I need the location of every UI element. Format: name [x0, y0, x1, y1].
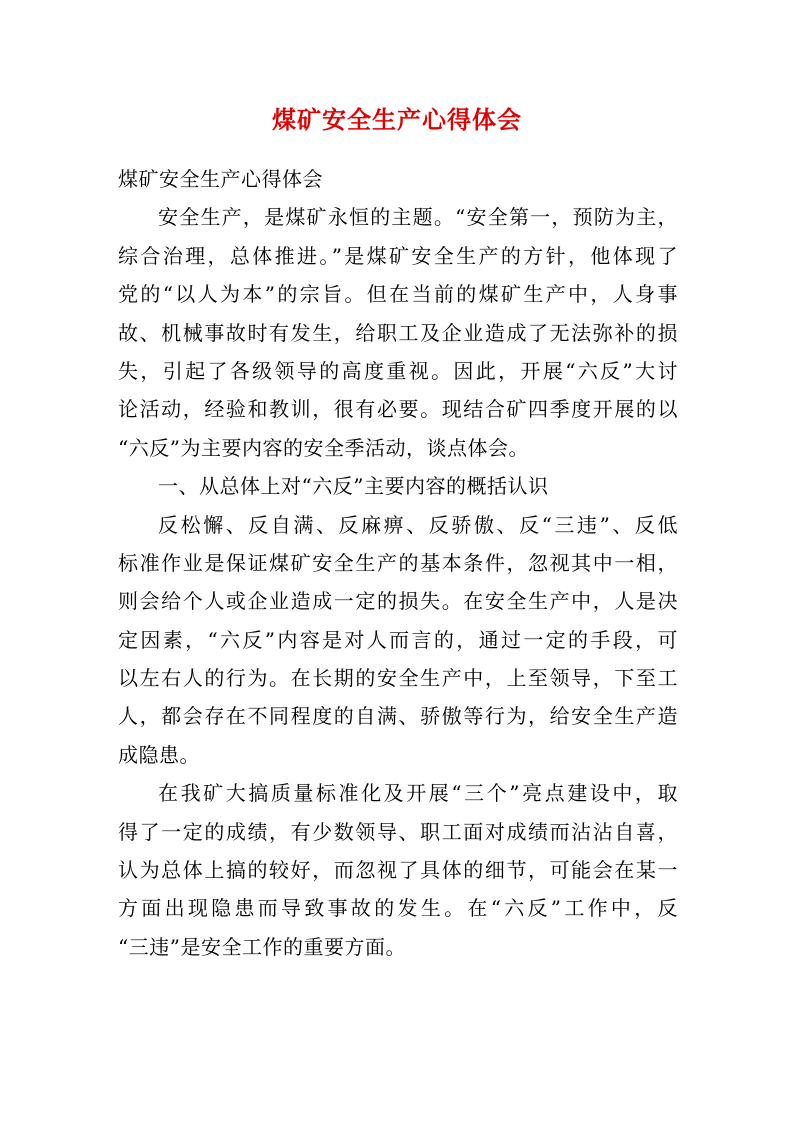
paragraph-line: “三违”是安全工作的重要方面。: [118, 934, 406, 959]
paragraph-line: 方面出现隐患而导致事故的发生。在“六反”工作中，反: [118, 896, 678, 921]
paragraph-line: 安全生产，是煤矿永恒的主题。“安全第一，预防为主，: [158, 205, 678, 230]
paragraph-line: 党的“以人为本”的宗旨。但在当前的煤矿生产中，人身事: [118, 282, 678, 307]
paragraph-line: “六反”为主要内容的安全季活动，谈点体会。: [118, 435, 529, 460]
paragraph-line: 认为总体上搞的较好，而忽视了具体的细节，可能会在某一: [118, 858, 678, 883]
paragraph-line: 以左右人的行为。在长期的安全生产中，上至领导，下至工: [118, 666, 678, 691]
paragraph-line: 失，引起了各级领导的高度重视。因此，开展“六反”大讨: [118, 358, 678, 383]
paragraph-line: 故、机械事故时有发生，给职工及企业造成了无法弥补的损: [118, 320, 678, 345]
paragraph-line: 论活动，经验和教训，很有必要。现结合矿四季度开展的以: [118, 397, 678, 422]
paragraph-line: 得了一定的成绩，有少数领导、职工面对成绩而沾沾自喜，: [118, 819, 678, 844]
section-heading: 一、从总体上对“六反”主要内容的概括认识: [158, 474, 549, 499]
paragraph-line: 则会给个人或企业造成一定的损失。在安全生产中，人是决: [118, 589, 678, 614]
document-body: [118, 160, 678, 966]
paragraph-line: 定因素，“六反”内容是对人而言的，通过一定的手段，可: [118, 627, 678, 652]
document-title: 煤矿安全生产心得体会: [272, 105, 522, 134]
paragraph-line: 综合治理，总体推进。”是煤矿安全生产的方针，他体现了: [118, 243, 678, 268]
subtitle-line: 煤矿安全生产心得体会: [118, 167, 323, 191]
paragraph-line: 人，都会存在不同程度的自满、骄傲等行为，给安全生产造: [118, 704, 678, 729]
paragraph-line: 标准作业是保证煤矿安全生产的基本条件，忽视其中一相，: [118, 550, 678, 575]
paragraph-line: 反松懈、反自满、反麻痹、反骄傲、反“三违”、反低: [158, 512, 678, 537]
paragraph-line: 成隐患。: [118, 742, 200, 767]
paragraph-line: 在我矿大搞质量标准化及开展“三个”亮点建设中，取: [158, 781, 678, 806]
